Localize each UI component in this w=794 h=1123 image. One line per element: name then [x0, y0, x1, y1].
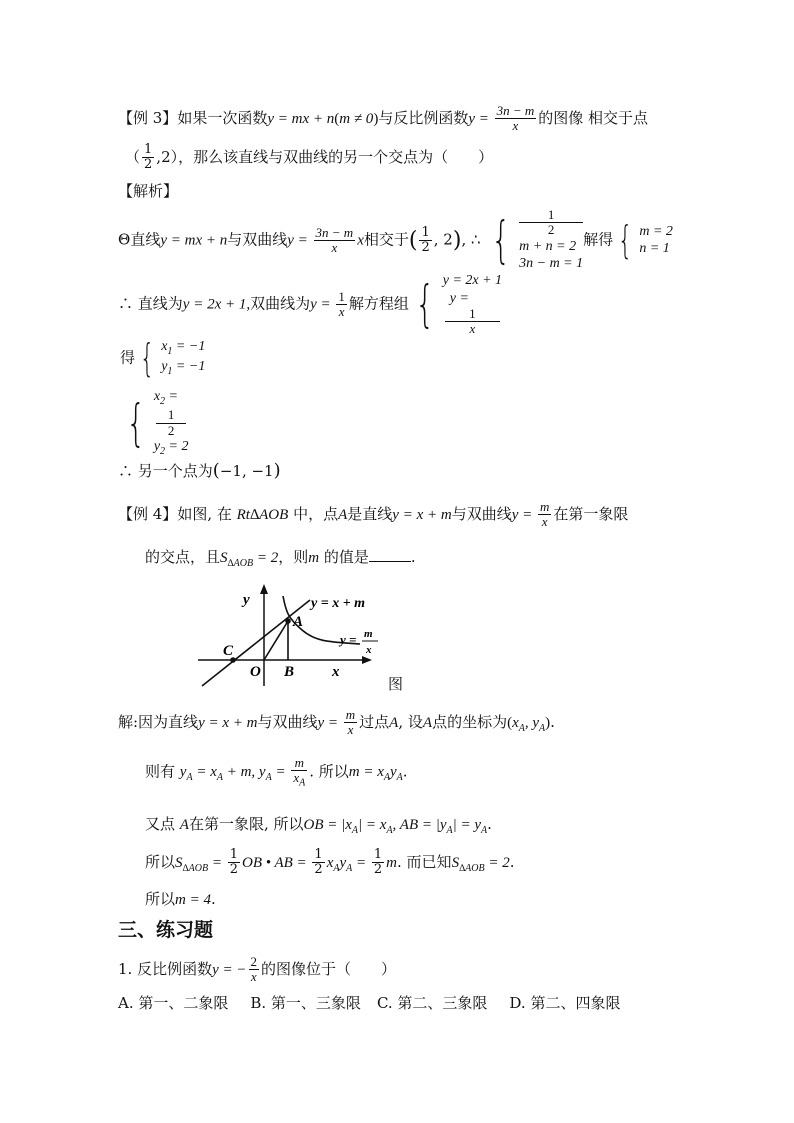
label-curve-m: m [364, 628, 373, 640]
label-A: A [293, 614, 304, 630]
q1-options [118, 992, 678, 1013]
label-x: x [332, 664, 340, 680]
x-axis-arrow [362, 656, 372, 664]
ex4-solution-line5: 所以m = 4. [145, 890, 216, 908]
label-C: C [223, 643, 234, 659]
ex4-figure [190, 582, 420, 692]
answer-blank [369, 547, 411, 562]
ex3-label: 【例 3】 [118, 108, 178, 127]
ex3-question-line2: （ $\frac{1}{2}$ ,2），那么该直线与双曲线的另一个交点为（ ） [125, 142, 494, 173]
label-line-eq: y = x + m [311, 596, 366, 611]
figure-caption: 图 [388, 675, 404, 693]
option-a[interactable]: A. 第一、二象限 [118, 994, 229, 1012]
ex3-conclusion: ∴ 另一个点为(−1, −1) [118, 460, 281, 481]
ex3-analysis-label: 【解析】 [118, 182, 179, 200]
y-axis-arrow [260, 584, 268, 594]
label-curve-eq: y = [340, 632, 357, 647]
label-O: O [250, 664, 261, 680]
ex3-solution-line2: ∴ 直线为y = 2x + 1,双曲线为y = $\frac{1}{x}$ 解方程组 { y = 2x + 1 y = 1 x [118, 273, 503, 337]
ex3-solution-line1: Θ直线y = mx + n与双曲线y = $\frac{3n - m}{x}$ x相交于( $\frac{1}{2}$ , 2), ∴ { 1 2 m + n = 2 3n − m = 1 解得 { m = 2 n = 1 [118, 207, 673, 272]
ex4-solution-line1: 解:因为直线y = x + m与双曲线y = $\frac{m}{x}$ 过点A, 设A点的坐标为($x_A$, $y_A$). [118, 707, 555, 738]
ex4-label: 【例 4】 [118, 504, 178, 523]
label-curve-x: x [366, 644, 372, 656]
q1-text: 1. 反比例函数y = − $\frac{2}{x}$ 的图像位于（ ） [118, 954, 397, 985]
label-B: B [284, 664, 295, 680]
option-b[interactable]: B. 第一、三象限 [250, 994, 361, 1012]
ex4-question-line1: 【例 4】如图, 在 Rt∆AOB 中，点A是直线y = x + m与双曲线y = $\frac{m}{x}$ 在第一象限 [118, 499, 629, 530]
ex4-solution-line3: 又点 A在第一象限, 所以OB = $|x_A| = x_A$, AB = $|y_A| = y_A$. [145, 815, 492, 836]
ex4-solution-line2: 则有 $y_A = x_A + m$, $y_A$ = $\frac{m}{x_A}$ . 所以$m = x_Ay_A$. [145, 755, 408, 789]
section-title: 三、练习题 [118, 919, 214, 941]
option-d[interactable]: D. 第二、四象限 [509, 994, 621, 1012]
ex3-solution-line3: 得 { $x_1 = -1$ $y_1 = -1$ [120, 336, 206, 381]
linear-function-formula: y = mx + n(m ≠ 0) [267, 110, 379, 127]
point-A [285, 618, 291, 624]
option-c[interactable]: C. 第二、三象限 [376, 994, 488, 1012]
label-y: y [243, 592, 250, 608]
ex4-question-line2: 的交点，且$S_{\Delta AOB} = 2$，则m 的值是 . [145, 548, 416, 569]
ex3-question-line1: 【例 3】如果一次函数y = mx + n(m ≠ 0)与反比例函数y = $\frac{3n - m}{x}$ 的图像 相交于点 [118, 103, 649, 134]
ex4-solution-line4: 所以$S_{\Delta AOB}$ = $\frac{1}{2}$ OB • AB = $\frac{1}{2}$ $x_Ay_A$ = $\frac{1}{2}$ m. 而已知$S_{\Delta AOB} = 2$. [145, 847, 515, 878]
ex3-solution-line4: { $x_2$ = 1 2 $y_2 = 2$ [126, 389, 189, 457]
